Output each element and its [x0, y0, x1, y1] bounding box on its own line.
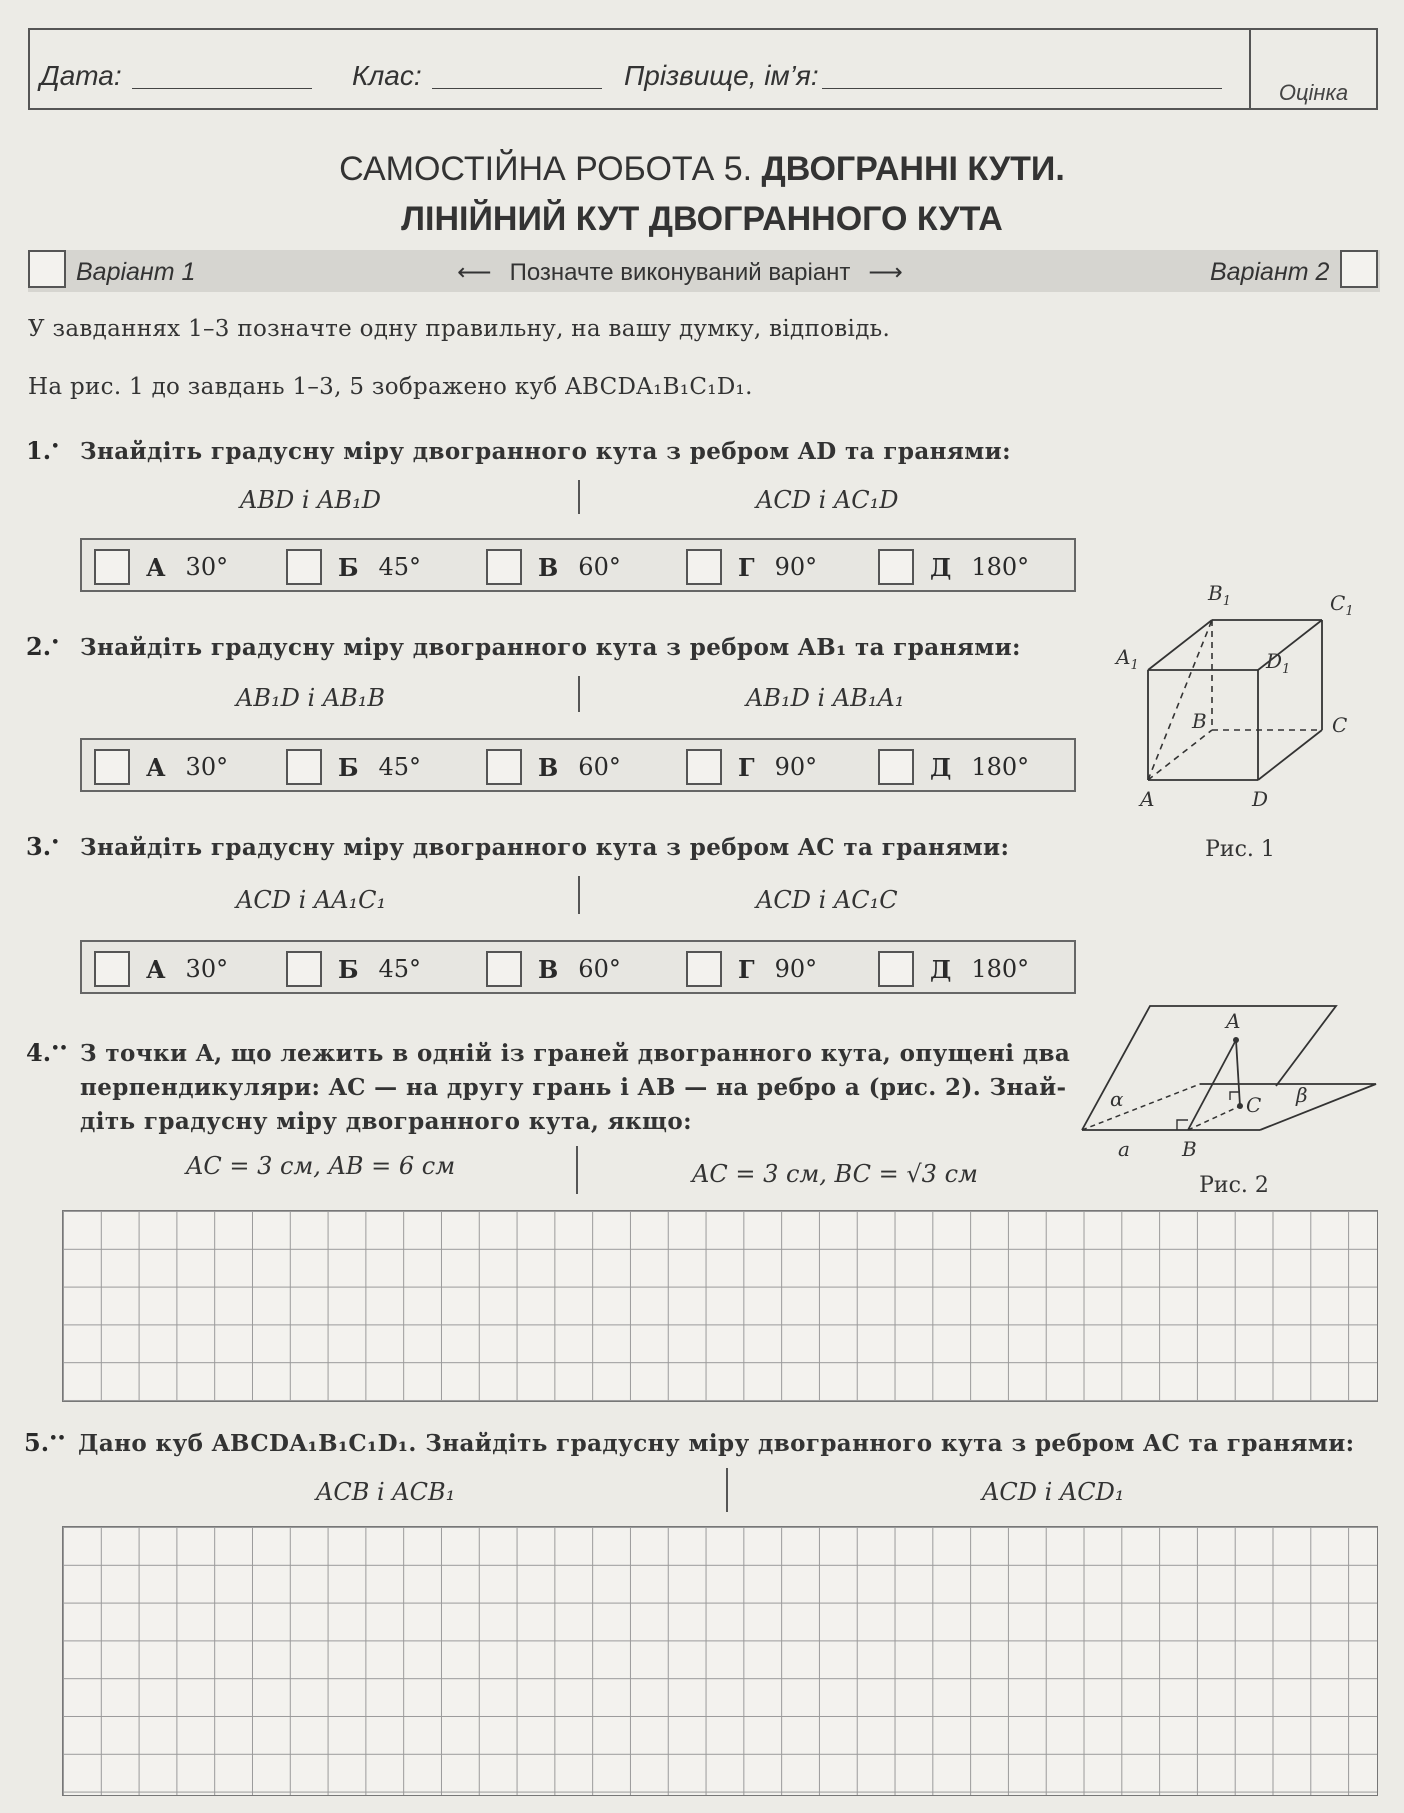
segment-BC — [1188, 1106, 1240, 1130]
q1-option-a[interactable]: А 30° — [94, 549, 228, 585]
variant2-label: Варіант 2 — [1210, 258, 1330, 286]
class-label: Клас: — [352, 60, 422, 91]
point-A — [1233, 1037, 1239, 1043]
q3-option-g[interactable]: Г 90° — [686, 951, 817, 987]
q1-option-v[interactable]: В 60° — [486, 549, 621, 585]
q2-option-g[interactable]: Г 90° — [686, 749, 817, 785]
checkbox[interactable] — [486, 749, 522, 785]
q1-option-g[interactable]: Г 90° — [686, 549, 817, 585]
point-C — [1237, 1103, 1243, 1109]
checkbox[interactable] — [878, 549, 914, 585]
q2-variant2: AB₁D і AB₁A₁ — [746, 684, 905, 712]
page-subtitle: ЛІНІЙНИЙ КУТ ДВОГРАННОГО КУТА — [401, 200, 1003, 238]
q1-text: Знайдіть градусну міру двогранного кута з ребром AD та гранями: — [80, 438, 1011, 465]
q3-variant1: ACD і AA₁C₁ — [236, 886, 387, 914]
label-D: D — [1252, 787, 1269, 811]
q2-number: 2.• — [26, 632, 60, 661]
variant1-label: Варіант 1 — [76, 258, 196, 286]
name-label: Прізвище, ім’я: — [624, 60, 819, 91]
segment-AC — [1236, 1040, 1240, 1106]
q2-answer-box — [80, 738, 1076, 792]
q4-number: 4.•• — [26, 1038, 68, 1067]
checkbox[interactable] — [878, 951, 914, 987]
edge-DC — [1258, 730, 1322, 780]
q5-divider — [726, 1468, 728, 1512]
q3-option-a[interactable]: А 30° — [94, 951, 228, 987]
q3-option-b[interactable]: Б 45° — [286, 951, 421, 987]
q4-line2: перпендикуляри: AC — на другу грань і AB — на ребро a (рис. 2). Знай- — [80, 1074, 1067, 1101]
figure-2-dihedral — [1080, 1000, 1380, 1200]
checkbox[interactable] — [94, 951, 130, 987]
checkbox[interactable] — [686, 749, 722, 785]
grade-label: Оцінка — [1278, 80, 1349, 105]
q1-variant1: ABD і AB₁D — [240, 486, 381, 514]
q3-option-v[interactable]: В 60° — [486, 951, 621, 987]
q5-variant2: ACD і ACD₁ — [982, 1478, 1125, 1506]
date-label: Дата: — [40, 60, 122, 91]
q3-text: Знайдіть градусну міру двогранного кута з ребром AC та гранями: — [80, 834, 1010, 861]
q2-divider — [578, 676, 580, 712]
label-beta: β — [1296, 1083, 1308, 1107]
page-title — [0, 150, 1404, 189]
checkbox[interactable] — [286, 951, 322, 987]
plane-alpha — [1082, 1006, 1336, 1130]
label-B: B — [1182, 1137, 1197, 1161]
q2-option-b[interactable]: Б 45° — [286, 749, 421, 785]
class-field[interactable] — [432, 88, 602, 89]
label-A1: $A_1$ — [1116, 645, 1139, 673]
q5-number: 5.•• — [24, 1428, 66, 1457]
hidden-edge — [1082, 1084, 1200, 1130]
right-angle-B — [1177, 1120, 1188, 1130]
checkbox[interactable] — [686, 951, 722, 987]
q5-text: Дано куб ABCDA₁B₁C₁D₁. Знайдіть градусну міру двогранного кута з ребром AC та гранями: — [78, 1430, 1355, 1457]
label-D1: $D_1$ — [1266, 649, 1291, 677]
header-box — [28, 28, 1378, 110]
title-prefix: САМОСТІЙНА РОБОТА 5. — [339, 150, 753, 188]
arrow-left-icon: ⟵ — [457, 259, 492, 286]
q1-option-d[interactable]: Д 180° — [878, 549, 1029, 585]
grade-box[interactable] — [1249, 30, 1376, 108]
label-B1: $B_1$ — [1208, 581, 1231, 609]
q4-variant2: AC = 3 см, BC = √3 см — [692, 1160, 978, 1188]
q2-variant1: AB₁D і AB₁B — [236, 684, 385, 712]
name-field[interactable] — [822, 88, 1222, 89]
intro-line1: У завданнях 1–3 позначте одну правильну, на вашу думку, відповідь. — [28, 316, 891, 342]
q4-divider — [576, 1146, 578, 1194]
checkbox[interactable] — [94, 549, 130, 585]
label-C: C — [1332, 713, 1348, 737]
checkbox[interactable] — [286, 749, 322, 785]
checkbox[interactable] — [878, 749, 914, 785]
intro-line2: На рис. 1 до завдань 1–3, 5 зображено куб ABCDA₁B₁C₁D₁. — [28, 374, 753, 400]
label-a: a — [1118, 1137, 1130, 1161]
arrow-right-icon: ⟶ — [868, 259, 903, 286]
q3-variant2: ACD і AC₁C — [756, 886, 898, 914]
label-A: A — [1226, 1009, 1241, 1033]
title-bold: ДВОГРАННІ КУТИ. — [761, 150, 1065, 188]
q2-option-v[interactable]: В 60° — [486, 749, 621, 785]
figure-1-cube — [1100, 560, 1380, 870]
checkbox[interactable] — [94, 749, 130, 785]
q1-divider — [578, 480, 580, 514]
label-B: B — [1192, 709, 1207, 733]
variant2-checkbox[interactable] — [1340, 250, 1378, 288]
q4-answer-grid[interactable] — [62, 1210, 1378, 1402]
date-field[interactable] — [132, 88, 312, 89]
label-alpha: α — [1110, 1087, 1124, 1111]
q2-option-a[interactable]: А 30° — [94, 749, 228, 785]
checkbox[interactable] — [486, 549, 522, 585]
figure-2-caption: Рис. 2 — [1199, 1173, 1269, 1198]
label-C1: $C_1$ — [1330, 591, 1354, 619]
q3-answer-box — [80, 940, 1076, 994]
q4-line3: діть градусну міру двогранного кута, якщо: — [80, 1108, 692, 1135]
plane-beta — [1200, 1084, 1376, 1130]
q2-option-d[interactable]: Д 180° — [878, 749, 1029, 785]
q3-divider — [578, 876, 580, 914]
checkbox[interactable] — [686, 549, 722, 585]
q5-variant1: ACB і ACB₁ — [316, 1478, 456, 1506]
q1-option-b[interactable]: Б 45° — [286, 549, 421, 585]
label-C: C — [1246, 1093, 1262, 1117]
q4-line1: З точки A, що лежить в одній із граней двогранного кута, опущені два — [80, 1040, 1071, 1067]
q1-variant2: ACD і AC₁D — [756, 486, 899, 514]
q1-number: 1.• — [26, 436, 60, 465]
figure-1-caption: Рис. 1 — [1205, 837, 1275, 862]
q5-answer-grid[interactable] — [62, 1526, 1378, 1796]
label-A: A — [1140, 787, 1155, 811]
checkbox[interactable] — [486, 951, 522, 987]
variant-instruction — [380, 258, 980, 287]
variant1-checkbox[interactable] — [28, 250, 66, 288]
segment-AB — [1188, 1040, 1236, 1130]
q1-answer-box — [80, 538, 1076, 592]
checkbox[interactable] — [286, 549, 322, 585]
variant-instruction-text: Позначте виконуваний варіант — [509, 259, 851, 286]
q4-variant1: AC = 3 см, AB = 6 см — [186, 1152, 456, 1180]
q2-text: Знайдіть градусну міру двогранного кута з ребром AB₁ та гранями: — [80, 634, 1021, 661]
q3-option-d[interactable]: Д 180° — [878, 951, 1029, 987]
q3-number: 3.• — [26, 832, 60, 861]
